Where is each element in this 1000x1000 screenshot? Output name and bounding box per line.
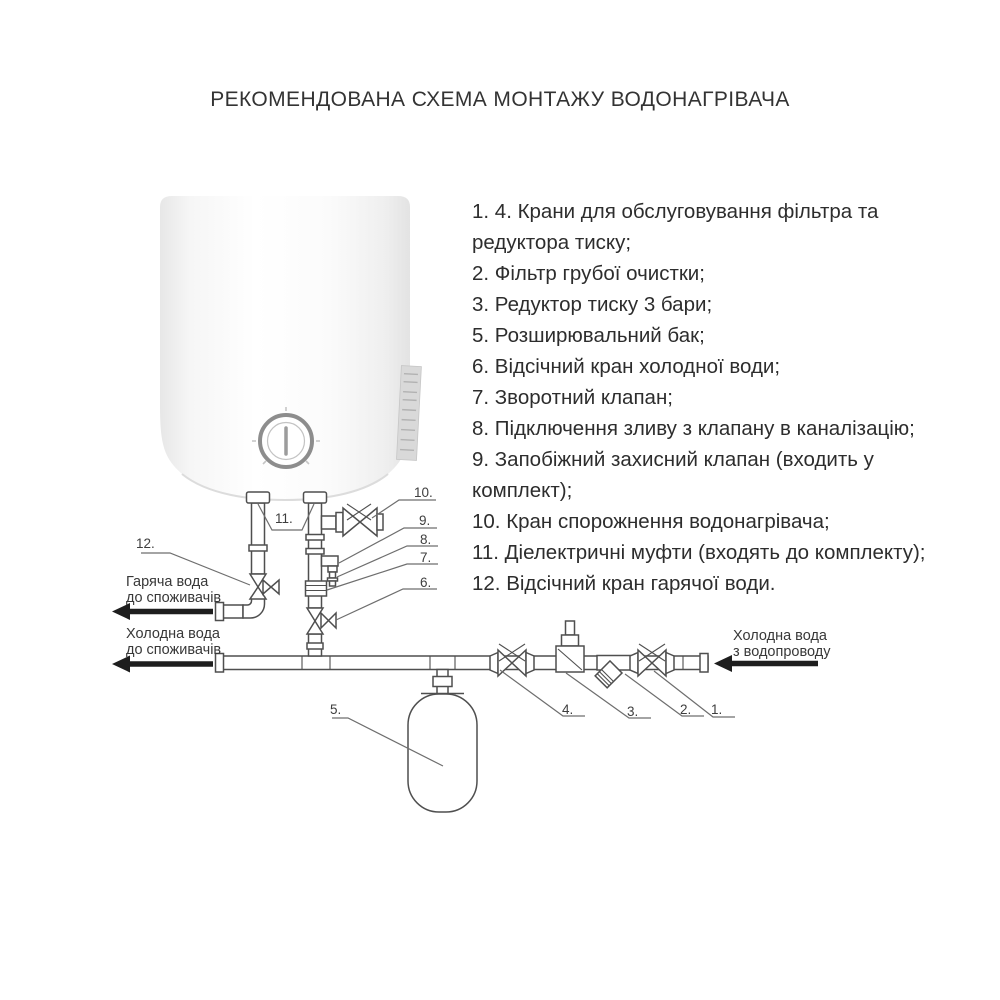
callout-4: 4.: [562, 702, 574, 717]
page-title: РЕКОМЕНДОВАНА СХЕМА МОНТАЖУ ВОДОНАГРІВАЧА: [210, 88, 790, 111]
legend-item: 12. Відсічний кран гарячої води.: [472, 572, 776, 595]
callout-9: 9.: [419, 513, 431, 528]
callout-1: 1.: [711, 702, 723, 717]
strainer-filter-2: [595, 656, 633, 688]
check-valve-7: [306, 581, 327, 596]
callout-2: 2.: [680, 702, 692, 717]
callout-8: 8.: [420, 532, 432, 547]
callout-12: 12.: [136, 536, 155, 551]
callout-11: 11.: [275, 511, 293, 526]
legend-item: 5. Розширювальний бак;: [472, 324, 705, 347]
cold-out-label: Холодна вода до споживачів: [126, 626, 222, 658]
hot-out-label: Гаряча вода до споживачів: [126, 574, 222, 606]
hot-riser-pipe: [249, 503, 267, 574]
callout-3: 3.: [627, 704, 639, 719]
legend-list: [472, 196, 966, 599]
cold-out-arrow: [112, 656, 213, 673]
legend-item: 9. Запобіжний захисний клапан (входить у комплект);: [472, 448, 874, 502]
callout-10: 10.: [414, 485, 433, 500]
callout-6: 6.: [420, 575, 432, 590]
callout-7: 7.: [420, 550, 432, 565]
legend-item: 1. 4. Крани для обслуговування фільтра та редуктора тиску;: [472, 200, 879, 254]
legend-item: 6. Відсічний кран холодної води;: [472, 355, 781, 378]
callout-5: 5.: [330, 702, 342, 717]
expansion-tank-5: [408, 670, 477, 813]
valve-12-hot-shutoff: [250, 574, 279, 599]
valve-6-cold-shutoff: [307, 608, 336, 649]
legend-item: 11. Діелектричні муфти (входять до комплекту);: [472, 541, 926, 564]
sewer-drain-8: [328, 572, 338, 586]
dielectric-coupling-left: [247, 492, 270, 503]
pressure-reducer-3: [556, 621, 584, 672]
water-heater-image: [160, 196, 421, 500]
valve-10-drain: [322, 504, 384, 536]
hot-outlet-pipe: [216, 597, 265, 621]
legend-item: 2. Фільтр грубої очистки;: [472, 262, 705, 285]
legend-item: 10. Кран спорожнення водонагрівача;: [472, 510, 830, 533]
safety-valve-9: [322, 556, 339, 572]
legend-item: 7. Зворотний клапан;: [472, 386, 673, 409]
cold-in-label: Холодна вода з водопроводу: [733, 628, 831, 660]
legend-item: 8. Підключення зливу з клапану в каналізацію;: [472, 417, 915, 440]
dielectric-coupling-right: [304, 492, 327, 503]
legend-item: 3. Редуктор тиску 3 бари;: [472, 293, 713, 316]
